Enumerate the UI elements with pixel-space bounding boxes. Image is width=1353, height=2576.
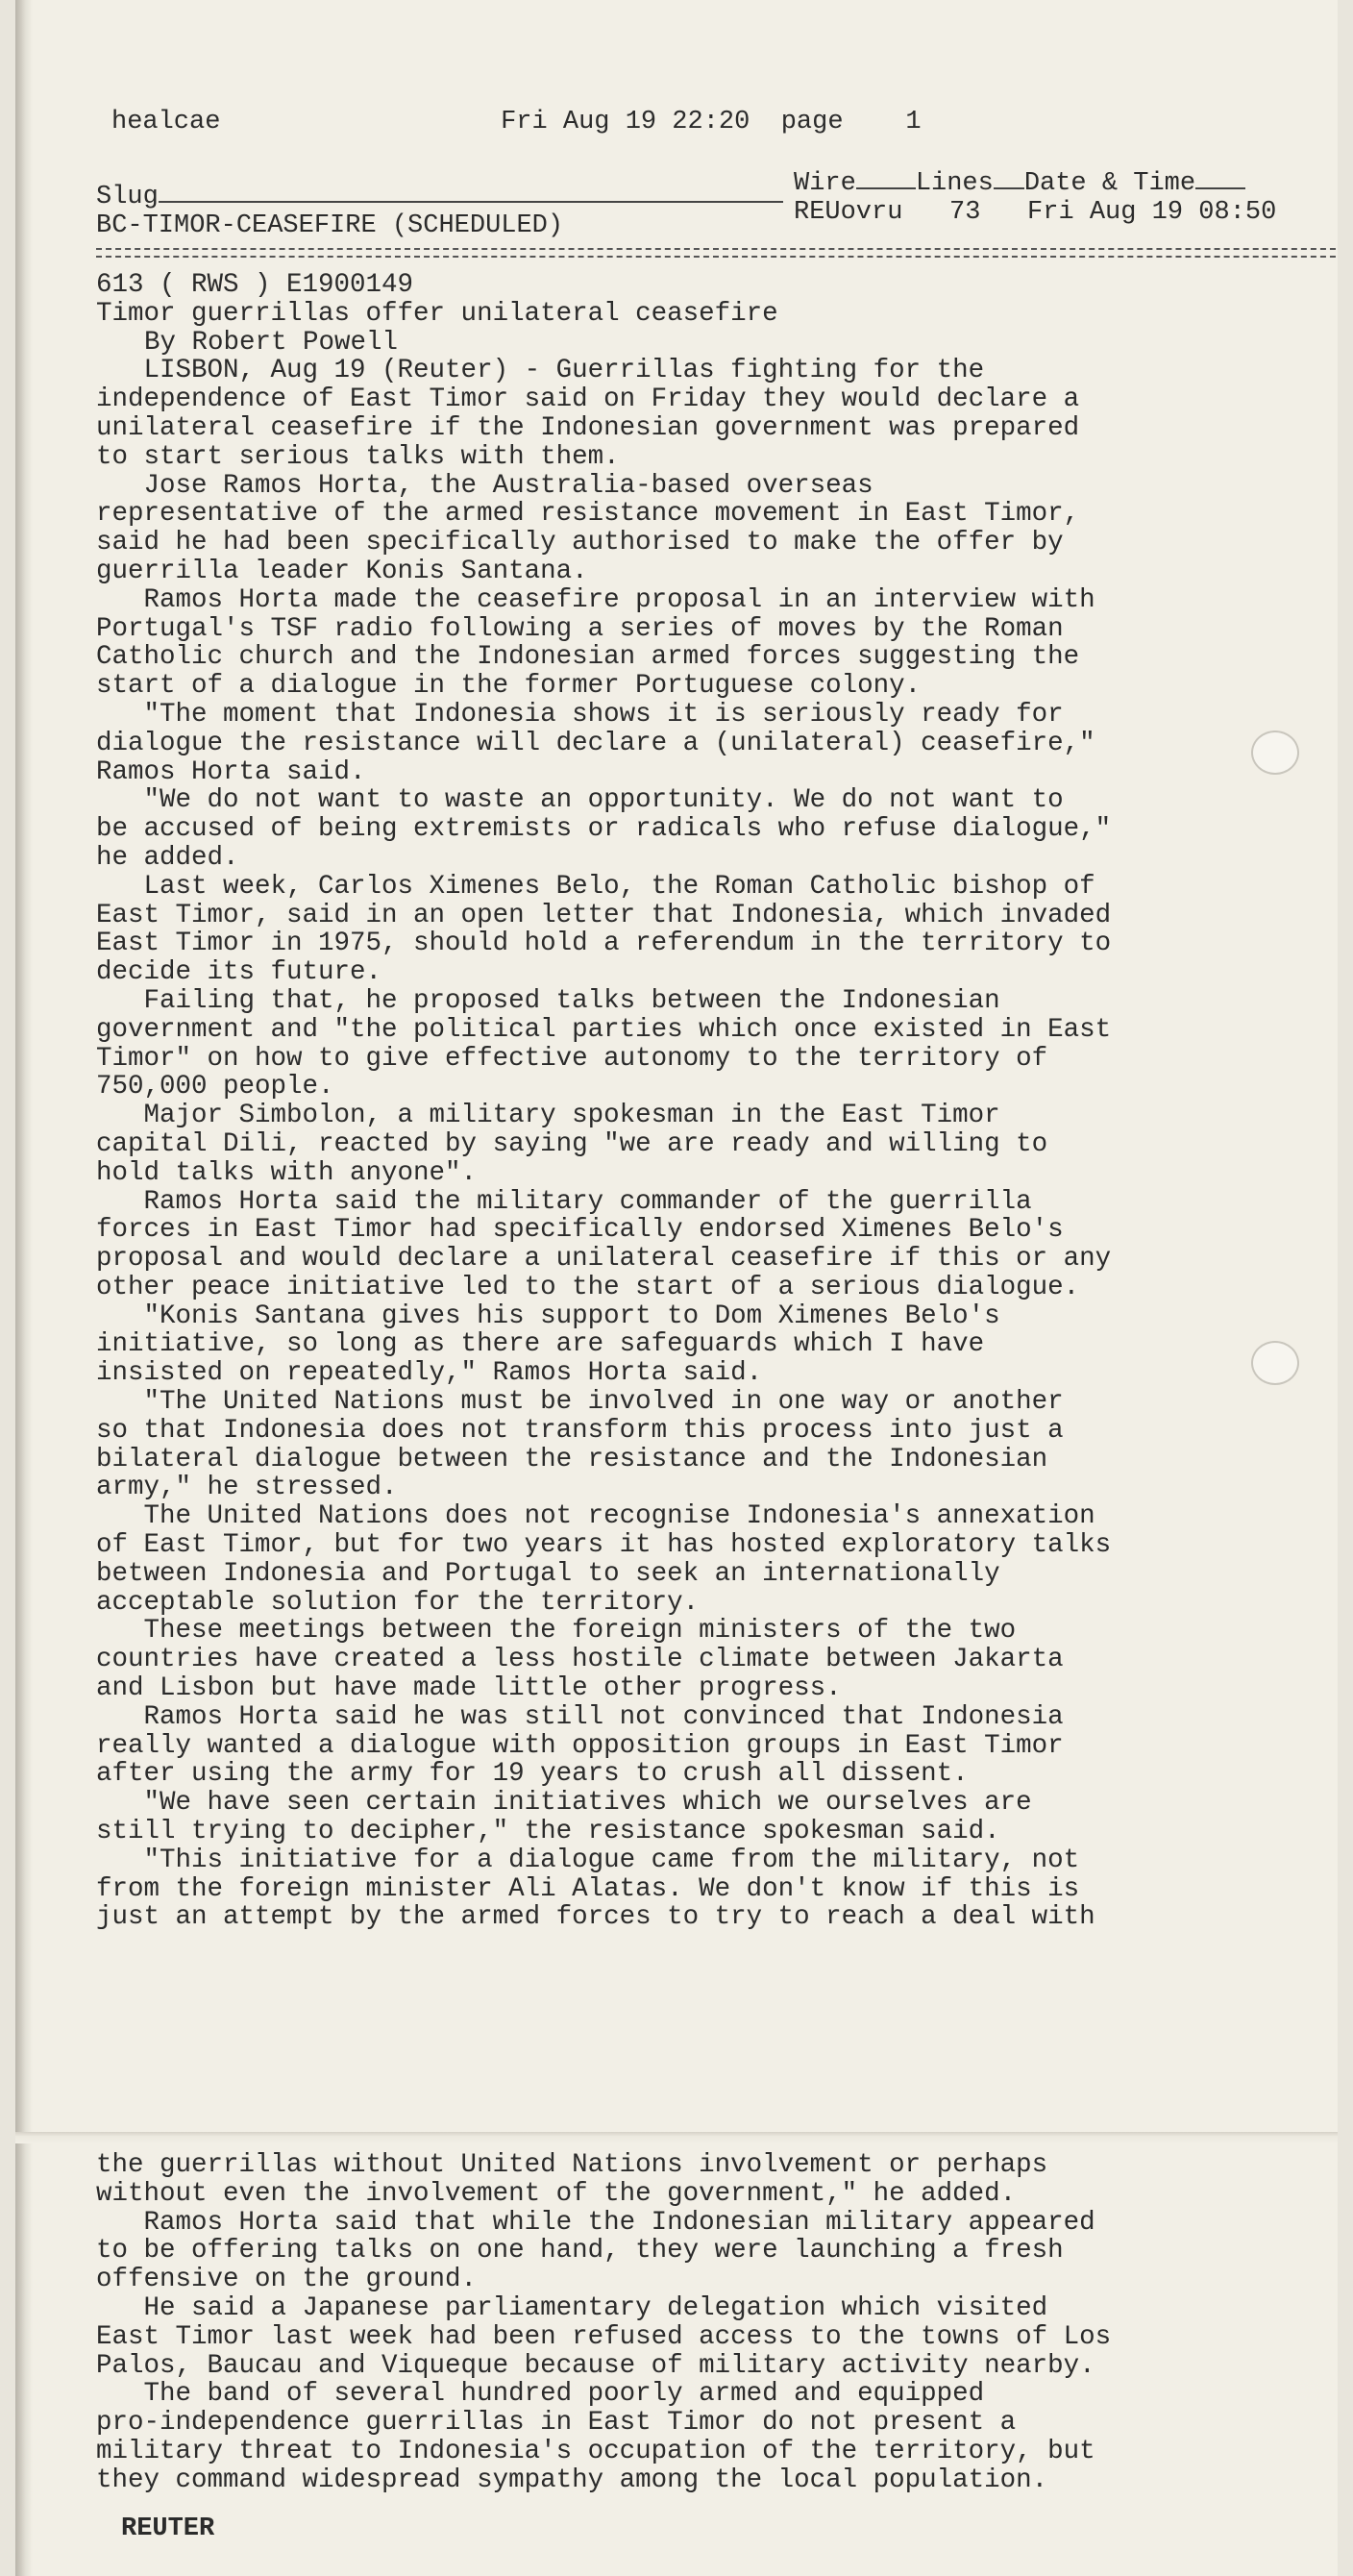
story-line: proposal and would declare a unilateral ceasefire if this or any	[96, 1244, 1112, 1275]
story-line: Ramos Horta said that while the Indonesian military appeared	[96, 2207, 1095, 2238]
slug-label-row	[96, 183, 783, 211]
story-line: 750,000 people.	[96, 1072, 334, 1102]
story-line: representative of the armed resistance movement in East Timor,	[96, 499, 1080, 530]
story-line: East Timor last week had been refused access to the towns of Los	[96, 2321, 1112, 2352]
story-line: he added.	[96, 842, 239, 873]
wire-lines-datetime-labels	[794, 169, 1245, 198]
story-line: These meetings between the foreign ministers of the two	[96, 1616, 1017, 1647]
story-line: "The United Nations must be involved in one way or another	[96, 1387, 1064, 1418]
story-line: without even the involvement of the government," he added.	[96, 2178, 1017, 2209]
story-line: The band of several hundred poorly armed and equipped	[96, 2379, 985, 2410]
story-line: insisted on repeatedly," Ramos Horta said.	[96, 1358, 763, 1389]
story-line: offensive on the ground.	[96, 2265, 478, 2295]
story-line: Ramos Horta said he was still not convinced that Indonesia	[96, 1701, 1064, 1732]
story-line: bilateral dialogue between the resistance and the Indonesian	[96, 1444, 1048, 1474]
story-line: decide its future.	[96, 957, 382, 988]
story-line: capital Dili, reacted by saying "we are ready and willing to	[96, 1128, 1048, 1159]
story-line: Jose Ramos Horta, the Australia-based overseas	[96, 470, 873, 501]
story-line: guerrilla leader Konis Santana.	[96, 556, 588, 586]
story-line: dialogue the resistance will declare a (unilateral) ceasefire,"	[96, 728, 1095, 758]
story-line: "We do not want to waste an opportunity. We do not want to	[96, 785, 1064, 816]
story-line: Palos, Baucau and Viqueque because of military activity nearby.	[96, 2350, 1095, 2381]
story-line: independence of East Timor said on Friday they would declare a	[96, 384, 1080, 415]
header-user: healcae	[111, 108, 221, 136]
story-line: of East Timor, but for two years it has hosted exploratory talks	[96, 1530, 1112, 1561]
datetime-value: Fri Aug 19 08:50	[1027, 198, 1277, 227]
story-line: Ramos Horta said.	[96, 756, 366, 787]
story-line: Portugal's TSF radio following a series of moves by the Roman	[96, 613, 1064, 644]
story-line: hold talks with anyone".	[96, 1157, 478, 1188]
story-paragraphs-continued	[96, 2151, 1288, 2495]
story-headline: Timor guerrillas offer unilateral ceasefire	[96, 298, 778, 329]
story-line: really wanted a dialogue with opposition groups in East Timor	[96, 1730, 1064, 1761]
print-header	[111, 108, 922, 136]
story-line: said he had been specifically authorised to make the offer by	[96, 528, 1064, 558]
story-line: initiative, so long as there are safeguards which I have	[96, 1329, 985, 1360]
story-byline: By Robert Powell	[144, 327, 399, 358]
story-line: LISBON, Aug 19 (Reuter) - Guerrillas fighting for the	[96, 356, 985, 386]
wire-value: REUovru	[794, 198, 903, 227]
story-line: East Timor in 1975, should hold a referendum in the territory to	[96, 929, 1112, 959]
slug-values-right	[794, 198, 1276, 227]
story-line: the guerrillas without United Nations involvement or perhaps	[96, 2150, 1048, 2180]
paper-left-edge	[15, 0, 33, 2576]
story-line: be accused of being extremists or radicals who refuse dialogue,"	[96, 814, 1112, 845]
story-line: government and "the political parties which once existed in East	[96, 1014, 1112, 1045]
header-timestamp: Fri Aug 19 22:20	[501, 108, 750, 136]
story-line: start of a dialogue in the former Portuguese colony.	[96, 671, 922, 702]
story-line: to start serious talks with them.	[96, 441, 620, 472]
story-line: Timor" on how to give effective autonomy to the territory of	[96, 1043, 1048, 1074]
story-line: after using the army for 19 years to crush all dissent.	[96, 1759, 969, 1790]
lines-value: 73	[949, 198, 981, 227]
story-line: they command widespread sympathy among the local population.	[96, 2465, 1048, 2495]
story-line: "The moment that Indonesia shows it is seriously ready for	[96, 699, 1064, 730]
header-page-number: 1	[905, 108, 922, 136]
story-line: pro-independence guerrillas in East Timor do not present a	[96, 2408, 1017, 2439]
story-line: still trying to decipher," the resistance spokesman said.	[96, 1817, 1000, 1847]
story-line: so that Indonesia does not transform this process into just a	[96, 1415, 1064, 1446]
story-line: Ramos Horta made the ceasefire proposal in an interview with	[96, 584, 1095, 615]
story-line: Failing that, he proposed talks between the Indonesian	[96, 985, 1000, 1016]
story-line: He said a Japanese parliamentary delegation which visited	[96, 2292, 1048, 2323]
paper-tear-seam	[15, 2132, 1338, 2143]
datetime-label: Date & Time	[1023, 169, 1196, 198]
lines-label: Lines	[915, 169, 994, 198]
story-line: army," he stressed.	[96, 1473, 398, 1503]
story-id-line: 613 ( RWS ) E1900149	[96, 270, 414, 300]
story-line: military threat to Indonesia's occupation of the territory, but	[96, 2436, 1095, 2466]
story-line: Major Simbolon, a military spokesman in the East Timor	[96, 1101, 1000, 1131]
story-line: acceptable solution for the territory.	[96, 1587, 700, 1618]
story-line: from the foreign minister Ali Alatas. We don't know if this is	[96, 1873, 1080, 1904]
wire-printout-page	[15, 0, 1338, 2576]
story-line: Last week, Carlos Ximenes Belo, the Roman Catholic bishop of	[96, 871, 1095, 902]
story-line: and Lisbon but have made little other progress.	[96, 1673, 842, 1704]
story-line: The United Nations does not recognise Indonesia's annexation	[96, 1501, 1095, 1532]
story-line: "This initiative for a dialogue came from the military, not	[96, 1845, 1080, 1875]
story-body-continued	[96, 2151, 1288, 2495]
story-line: Catholic church and the Indonesian armed forces suggesting the	[96, 642, 1080, 673]
story-line: just an attempt by the armed forces to try to reach a deal with	[96, 1902, 1095, 1933]
slug-value: BC-TIMOR-CEASEFIRE (SCHEDULED)	[96, 211, 564, 240]
story-line: between Indonesia and Portugal to seek an internationally	[96, 1558, 1000, 1589]
story-line: forces in East Timor had specifically endorsed Ximenes Belo's	[96, 1215, 1064, 1246]
story-signoff: REUTER	[121, 2514, 215, 2543]
story-line: "We have seen certain initiatives which we ourselves are	[96, 1788, 1032, 1819]
wire-label: Wire	[794, 169, 856, 198]
story-line: countries have created a less hostile climate between Jakarta	[96, 1645, 1064, 1675]
header-page-label: page	[780, 108, 844, 136]
slug-label: Slug	[96, 183, 159, 211]
story-line: Ramos Horta said the military commander of the guerrilla	[96, 1186, 1032, 1217]
story-line: "Konis Santana gives his support to Dom Ximenes Belo's	[96, 1300, 1000, 1331]
story-line: other peace initiative led to the start of a serious dialogue.	[96, 1272, 1080, 1302]
story-line: unilateral ceasefire if the Indonesian government was prepared	[96, 412, 1080, 443]
story-paragraphs	[96, 357, 1288, 1932]
story-line: East Timor, said in an open letter that Indonesia, which invaded	[96, 900, 1112, 930]
double-dashed-rule	[96, 248, 1338, 258]
story-body	[96, 271, 1288, 1932]
story-line: to be offering talks on one hand, they were launching a fresh	[96, 2236, 1064, 2266]
